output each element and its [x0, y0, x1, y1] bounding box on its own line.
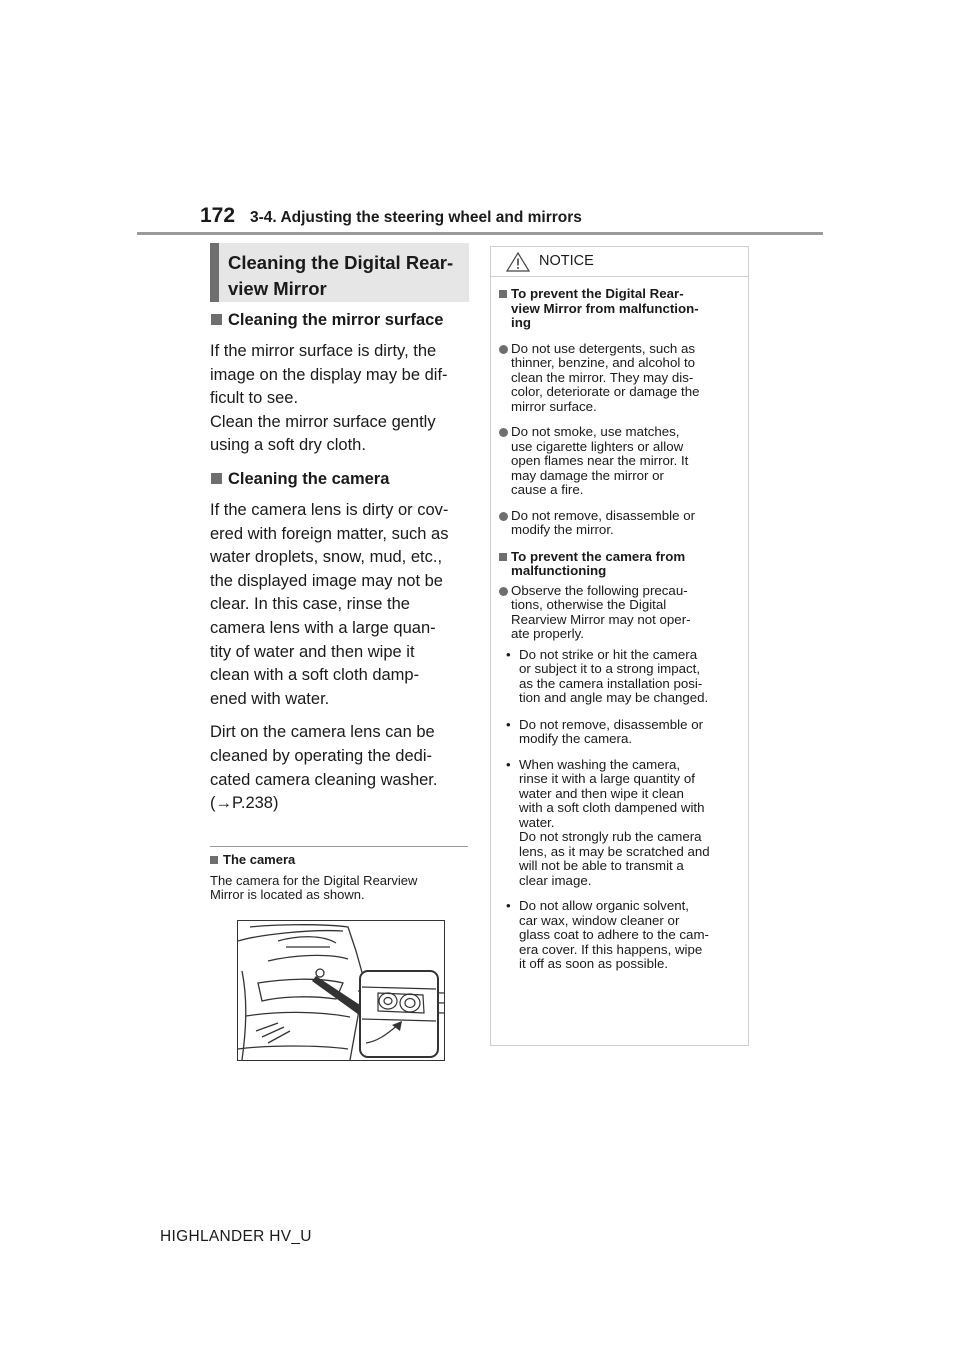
bullet-mark: • — [506, 646, 511, 662]
bullet-mark: • — [506, 716, 511, 732]
text-line: water. — [519, 814, 555, 830]
text-line: color, deteriorate or damage the — [511, 384, 700, 399]
text-line: clean with a soft cloth damp- — [210, 666, 420, 685]
notice-body — [491, 277, 748, 972]
text-line: ing — [511, 315, 531, 330]
mirror-surface-heading-text: Cleaning the mirror surface — [228, 311, 444, 329]
text-line: the displayed image may not be — [210, 571, 443, 590]
camera-location-illustration — [237, 920, 445, 1061]
page-reference-link[interactable]: (→P.238) — [210, 794, 279, 813]
text-line: open flames near the mirror. It — [511, 453, 689, 468]
page-number: 172 — [200, 204, 236, 227]
chapter-title: 3-4. Adjusting the steering wheel and mirrors — [250, 209, 582, 226]
text-line: Do not remove, disassemble or — [519, 716, 704, 732]
text-line: water and then wipe it clean — [519, 785, 684, 801]
text-line: cleaned by operating the dedi- — [210, 746, 432, 765]
notice-item-detergents — [499, 342, 740, 415]
text-line: may damage the mirror or — [511, 467, 664, 483]
text-line: clear image. — [519, 872, 592, 888]
text-line: lens, as it may be scratched and — [519, 843, 710, 859]
square-bullet-icon — [499, 553, 507, 561]
camera-heading-text: Cleaning the camera — [228, 469, 390, 488]
text-line: glass coat to adhere to the cam- — [519, 927, 709, 942]
text-line: mirror surface. — [511, 398, 597, 414]
text-line: To prevent the camera from — [511, 548, 686, 564]
notice-item-precautions — [499, 584, 740, 642]
section-title-line: view Mirror — [228, 278, 327, 299]
text-line: Do not use detergents, such as — [511, 340, 696, 356]
footer-model-name: HIGHLANDER HV_U — [160, 1228, 312, 1245]
text-line: Observe the following precau- — [511, 582, 688, 598]
note-heading — [210, 852, 469, 868]
round-bullet-icon — [499, 428, 508, 437]
round-bullet-icon — [499, 345, 508, 354]
square-bullet-icon — [211, 314, 222, 325]
text-line: thinner, benzine, and alcohol to — [511, 355, 696, 370]
text-line: Clean the mirror surface gently — [210, 412, 436, 431]
text-line: with a soft cloth dampened with — [519, 800, 705, 815]
text-line: Mirror is located as shown. — [210, 887, 365, 903]
text-line: as the camera installation posi- — [519, 675, 703, 691]
section-divider — [210, 846, 468, 847]
notice-bullet-remove-camera — [499, 718, 740, 747]
text-line: When washing the camera, — [519, 756, 681, 772]
notice-header — [491, 247, 748, 277]
left-column — [210, 309, 469, 1061]
note-text — [210, 874, 469, 903]
text-line: ened with water. — [210, 689, 330, 708]
text-line: view Mirror from malfunction- — [511, 300, 699, 316]
square-bullet-icon — [499, 290, 507, 298]
notice-bullet-solvent — [499, 899, 740, 972]
text-line: car wax, window cleaner or — [519, 912, 680, 928]
warning-triangle-icon — [506, 252, 530, 272]
text-line: If the camera lens is dirty or cov- — [210, 500, 449, 519]
text-line: use cigarette lighters or allow — [511, 438, 684, 454]
square-bullet-icon — [210, 856, 218, 864]
text-line: Dirt on the camera lens can be — [210, 723, 435, 742]
bullet-mark: • — [506, 756, 511, 772]
section-title-line: Cleaning the Digital Rear- — [228, 252, 454, 273]
notice-item-remove-mirror — [499, 509, 740, 538]
notice-box — [490, 246, 749, 1046]
text-line: modify the camera. — [519, 731, 633, 746]
square-bullet-icon — [211, 473, 222, 484]
text-line: or subject it to a strong impact, — [519, 661, 701, 676]
text-line: clean the mirror. They may dis- — [511, 369, 694, 385]
text-line: tions, otherwise the Digital — [511, 597, 667, 612]
text-line: To prevent the Digital Rear- — [511, 286, 684, 301]
text-line: cause a fire. — [511, 482, 584, 497]
notice-heading-camera — [499, 550, 740, 579]
text-line: Do not remove, disassemble or — [511, 507, 696, 523]
notice-bullet-washing — [499, 758, 740, 889]
text-line: Do not allow organic solvent, — [519, 898, 689, 913]
text-line: Do not strongly rub the camera — [519, 829, 702, 844]
text-line: era cover. If this happens, wipe — [519, 941, 703, 957]
text-line: Rearview Mirror may not oper- — [511, 611, 691, 627]
text-line: modify the mirror. — [511, 522, 614, 537]
mirror-surface-heading — [210, 309, 469, 331]
text-line: rinse it with a large quantity of — [519, 771, 695, 786]
text-line: ered with foreign matter, such as — [210, 524, 449, 543]
text-line: clear. In this case, rinse the — [210, 595, 410, 614]
notice-label: NOTICE — [539, 253, 594, 269]
round-bullet-icon — [499, 587, 508, 596]
text-line: image on the display may be dif- — [210, 365, 448, 384]
round-bullet-icon — [499, 512, 508, 521]
camera-paragraph-1 — [210, 499, 469, 711]
notice-heading-mirror — [499, 287, 740, 331]
text-line: ate properly. — [511, 626, 584, 641]
text-line: camera lens with a large quan- — [210, 618, 436, 637]
camera-heading — [210, 468, 469, 490]
text-line: cated camera cleaning washer. — [210, 770, 438, 789]
text-line: will not be able to transmit a — [519, 858, 684, 873]
notice-item-smoking — [499, 425, 740, 498]
text-line: If the mirror surface is dirty, the — [210, 342, 437, 360]
text-line: ficult to see. — [210, 389, 299, 408]
text-line: Do not smoke, use matches, — [511, 424, 680, 439]
text-line: water droplets, snow, mud, etc., — [210, 548, 443, 567]
note-heading-text: The camera — [223, 851, 296, 867]
text-line: using a soft dry cloth. — [210, 436, 366, 455]
camera-paragraph-2 — [210, 721, 469, 815]
mirror-surface-paragraph — [210, 340, 469, 458]
text-line: Do not strike or hit the camera — [519, 646, 698, 662]
header-rule — [137, 232, 823, 235]
car-rear-camera-illustration — [238, 921, 444, 1060]
section-title-box — [210, 243, 469, 302]
text-line: malfunctioning — [511, 563, 607, 578]
bullet-mark: • — [506, 898, 511, 913]
notice-bullet-strike — [499, 648, 740, 706]
text-line: it off as soon as possible. — [519, 956, 669, 971]
text-line: tity of water and then wipe it — [210, 642, 415, 661]
text-line: tion and angle may be changed. — [519, 690, 709, 705]
text-line: The camera for the Digital Rearview — [210, 872, 418, 888]
